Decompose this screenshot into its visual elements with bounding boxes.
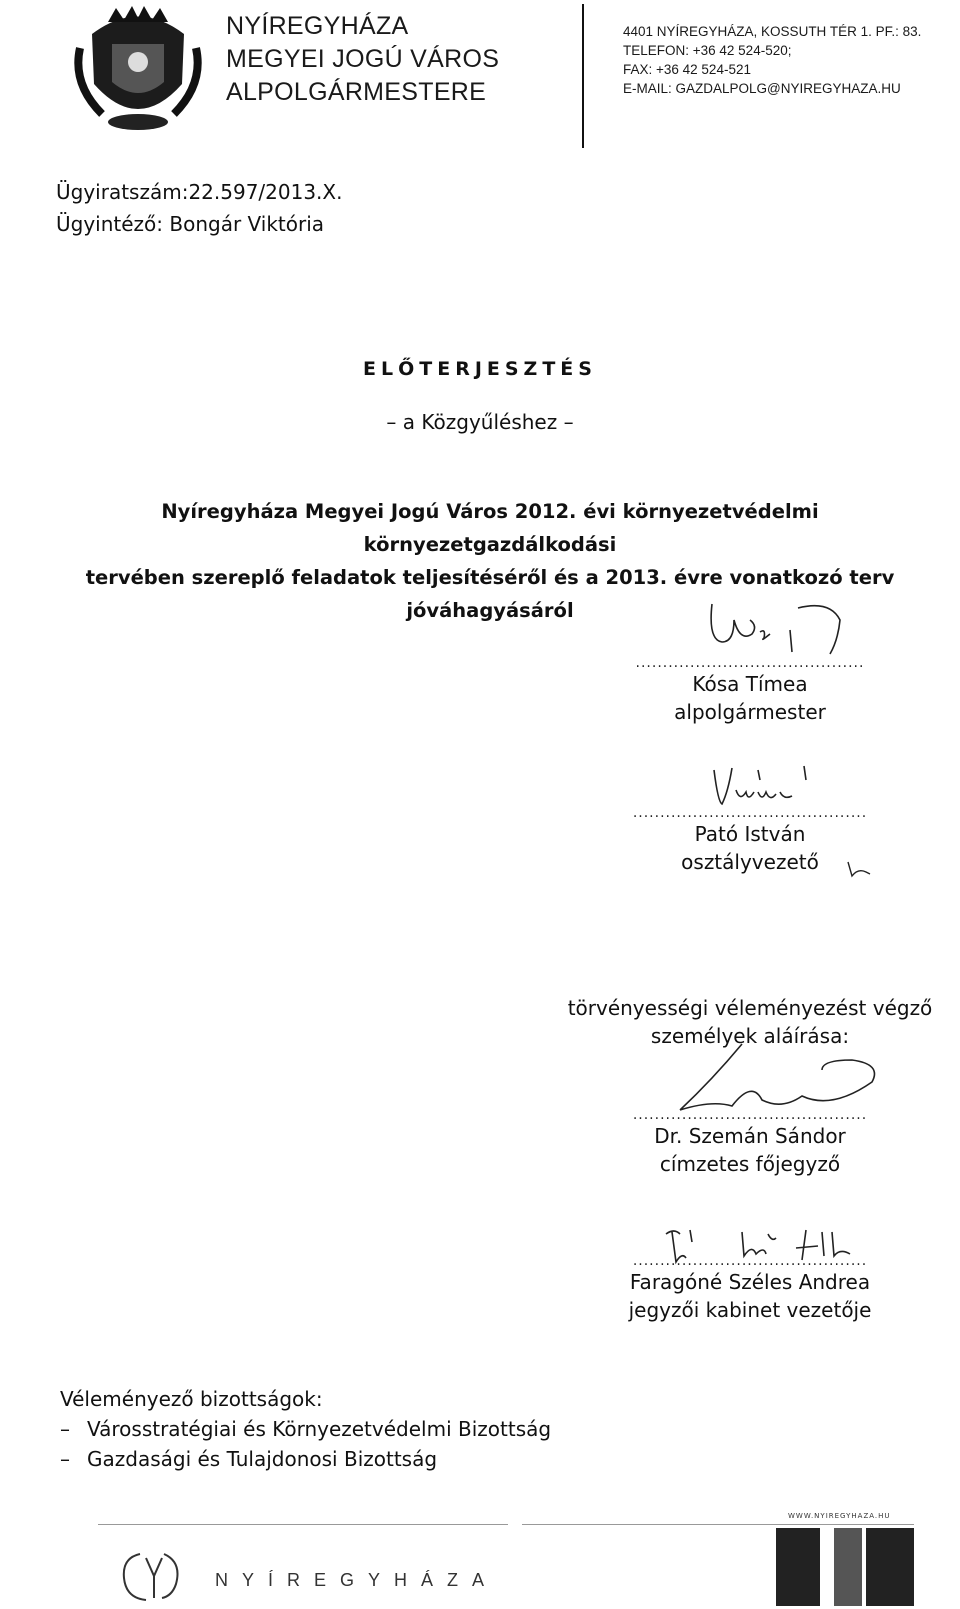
signatory-1 (600, 656, 900, 726)
footer-url: WWW.NYIREGYHAZA.HU (788, 1512, 891, 1520)
footer-block-3 (866, 1528, 914, 1606)
signature-kosa-icon (700, 590, 850, 660)
footer-city-name: NYÍREGYHÁZA (215, 1570, 499, 1590)
city-logo-icon (118, 1548, 188, 1604)
email: E-MAIL: GAZDALPOLG@NYIREGYHAZA.HU (623, 81, 901, 96)
org-line-2: MEGYEI JOGÚ VÁROS (226, 45, 500, 73)
signature-line: ........................................... (632, 805, 868, 821)
document-title: ELŐTERJESZTÉS (363, 358, 597, 380)
committees-list (60, 1414, 551, 1474)
reviewing-committees (60, 1384, 551, 1474)
subject-line-2: tervében szereplő feladatok teljesítéséről és a 2013. évre vonatkozó terv jóváhagyásáról (85, 566, 895, 622)
addressee: – a Közgyűléshez – (386, 410, 574, 434)
org-line-3: ALPOLGÁRMESTERE (226, 78, 487, 106)
signatory-name: Faragóné Széles Andrea (629, 1270, 871, 1294)
committee-item: – Városstratégiai és Környezetvédelmi Bizottság (60, 1414, 551, 1444)
signatory-4 (600, 1254, 900, 1324)
signatory-name: Kósa Tímea (692, 672, 808, 696)
phone: TELEFON: +36 42 524-520; (623, 43, 792, 58)
contact-block (623, 22, 921, 98)
signature-line: ........................................... (632, 1253, 868, 1269)
reference-block (56, 176, 342, 240)
handler: Ügyintéző: Bongár Viktória (56, 212, 325, 236)
signatory-role: címzetes főjegyző (659, 1152, 841, 1176)
initial-mark-icon (842, 858, 872, 882)
signatory-name: Dr. Szemán Sándor (654, 1124, 846, 1148)
committees-heading: Véleményező bizottságok: (60, 1387, 323, 1411)
city-crest-icon (72, 4, 204, 134)
signatory-name: Pató István (694, 822, 806, 846)
committee-item: – Gazdasági és Tulajdonosi Bizottság (60, 1444, 551, 1474)
signature-line: .......................................... (635, 655, 865, 671)
fax: FAX: +36 42 524-521 (623, 62, 751, 77)
legal-review-line-1: törvényességi véleményezést végző (567, 996, 933, 1020)
file-number: Ügyiratszám:22.597/2013.X. (56, 180, 343, 204)
organization-name (226, 10, 499, 109)
footer-rule-right (522, 1524, 914, 1525)
address: 4401 NYÍREGYHÁZA, KOSSUTH TÉR 1. PF.: 83. (623, 24, 922, 39)
footer-block-1 (776, 1528, 820, 1606)
legal-review-line-2: személyek aláírása: (650, 1024, 850, 1048)
signatory-role: alpolgármester (674, 700, 826, 724)
footer-rule-left (98, 1524, 508, 1525)
signatory-3 (600, 1108, 900, 1178)
signatory-role: jegyzői kabinet vezetője (628, 1298, 872, 1322)
footer-block-2 (834, 1528, 862, 1606)
signatory-role: osztályvezető (681, 850, 819, 874)
subject-line-1: Nyíregyháza Megyei Jogú Város 2012. évi környezetvédelmi környezetgazdálkodási (161, 500, 819, 556)
org-line-1: NYÍREGYHÁZA (226, 12, 409, 40)
signature-line: ........................................... (632, 1107, 868, 1123)
header-divider (582, 4, 584, 148)
